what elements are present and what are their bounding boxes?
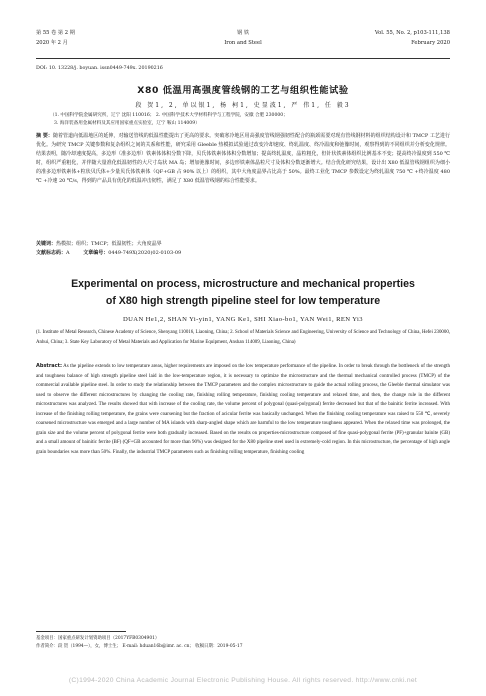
- abstract-cn: [36, 132, 450, 185]
- affiliation-cn-2: 3. 海洋装备用金属材料及其应用国家重点实验室，辽宁 鞍山 114009）: [54, 121, 200, 127]
- title-en: [36, 276, 450, 310]
- header-right: [375, 30, 450, 47]
- volume-cn: 第 55 卷 第 2 期: [36, 30, 75, 36]
- clc-value: A: [66, 250, 70, 256]
- clc-label: 文献标志码：: [36, 250, 67, 256]
- abstract-cn-label: 摘 要：: [36, 133, 53, 139]
- keywords-cn-text: 热模拟；组织；TMCP；低温韧性；大角度晶界: [56, 241, 162, 247]
- author-info: 作者简介：段 贺（1994—），女，博士生； E-mail: hduan16b@imr. ac. cn； 收稿日期：2019-05-17: [36, 644, 243, 650]
- title-en-line-2: of X80 high strength pipeline steel for low temperature: [105, 295, 381, 307]
- footnote-rule: [36, 631, 126, 632]
- doi: DOI: 10. 13228/j. boyuan. issn0449-749x. 20190216: [36, 66, 163, 71]
- affiliations-cn: [50, 112, 446, 129]
- date-en: February 2020: [411, 40, 450, 46]
- header-rule: [36, 58, 450, 59]
- abstract-en-label: Abstract:: [36, 363, 63, 369]
- article-meta-cn: [36, 249, 450, 258]
- abstract-en-text: As the pipeline extends to low temperature areas, higher requirements are imposed on the low temperature performance of the pipeline. In order to break through the bottleneck of the strength and toughness balance of high strength pipeline steel laid in the low-temperature region, it is necessary to optimize the microstructure and the thermal mechanical controlled process (TMCP) of the commercial available pipeline steel. In order to study the relationship between the TMCP parameters and the complex microstructure to guide the actual rolling process, the Gleeble thermal simulator was used to observe the different microstructures by changing the cooling rate, finishing rolling temperature, finishing cooling temperature and relaxed time, and then, the change rule in the different microstructures was analyzed. The results showed that with increase of the cooling rate, the volume percent of polygonal (quasi-polygonal) ferrite decreased but that of the bainitic ferrite increased. With increase of the finishing rolling temperature, the grains were coarsening but the fraction of acicular ferrite was basically unchanged. When the finishing cooling temperature was raised to 550 ℃, severely coarsened microstructure was emerged and a large number of MA islands with sharp-angled shape which are harmful to the low temperature toughness appeared. When the relaxed time was prolonged, the grain size and the volume percent of polygonal ferrite were both gradually increased. Based on the results on properties-microstructure composed of fine quasi-polygonal ferrite (PF)+granular bainite (GB) and a small amount of bainitic ferrite (BF) (QF+GB accounted for more than 90%) was designed for the X80 pipeline steel used in extremely-cold region. In this microstructure, the percentage of high angle grain boundaries was more than 50%. Finally, the industrial TMCP parameters such as finishing rolling temperature, finishing cooling: [36, 364, 450, 455]
- journal-name-cn: 钢 铁: [236, 30, 250, 36]
- abstract-en: [36, 362, 450, 457]
- date-cn: 2020 年 2 月: [36, 40, 68, 46]
- authors-cn: 段 贺1, 2, 单以银1, 杨 柯1, 史显波1, 严 伟1, 任 毅3: [135, 102, 351, 109]
- article-no-value: 0449-749X(2020)02-0103-09: [108, 250, 182, 256]
- running-header: [36, 30, 450, 58]
- journal-name-en: Iron and Steel: [224, 40, 262, 46]
- keywords-cn: [36, 240, 450, 249]
- affiliation-cn-1: （1. 中国科学院金属研究所，辽宁 沈阳 110016； 2. 中国科学技术大学材料科学与工程学院，安徽 合肥 230000；: [50, 113, 288, 118]
- fund-info: 基金项目：国家重点研发计划资助项目（2017YFB0304901）: [36, 636, 160, 641]
- article-no-label: 文章编号：: [83, 250, 109, 256]
- footnote: [36, 635, 450, 652]
- keywords-cn-label: 关键词：: [36, 241, 57, 247]
- affiliations-en: (1. Institute of Metal Research, Chinese Academy of Science, Shenyang 110016, Liaoning, China; 2. School of Materials Science and Engineering, University of Science and Technology of China, Hefei 230000, Anhui, China; 3. State Key Laboratory of Metal Materials and Application for Marine Equipment, Anshan 114009, Liaoning, China): [36, 330, 450, 345]
- abstract-cn-text: 随着管道向低温地区的延伸，对输送管线的低温性能提出了更高的要求。突破寒冷地区用高强度管线钢强韧性配合的瓶颈需要对现有管线钢材料的组织结构设计和 TMCP 工艺进行优化。为研究 TMCP 关键参数和复杂组织之间的关系和性能，研究采用 Gleeble 热模拟试验通过改变冷却速度、终轧温度、终冷温度和弛豫时间，观察得到的不同组织并分析变化规律。结果表明，随冷却速度提高，多边形（准多边形）铁素体体积分数下降，贝氏体铁素体体积分数增加；提高终轧温度，晶粒粗化，但针状铁素体组织比例基本不变；提高终冷温度到 550 ℃ 时，组织严重粗化，并伴随大量准化低温韧性的大尺寸岛状 MA 岛；增加弛豫时间，多边形铁素体晶粒尺寸及体积分数逐渐增大。结合优化研究结果，设计出 X80 低温管线钢组织为细小的准多边形铁素体+粒状贝氏体+少量贝氏体铁素体（QF+GB 占 90% 以上）的组织，其中大角度晶界占比高于 50%。最终工业化 TMCP 参数设定为终轧温度 750 ℃ +终冷温度 480 ℃ +冷速 20 ℃/s，得到的产品具有优化的低温冲击韧性，满足了 X80 低温管线钢的综合性能要求。: [36, 133, 450, 184]
- title-en-line-1: Experimental on process, microstructure and mechanical properties: [71, 278, 415, 290]
- title-cn: X80 低温用高强度管线钢的工艺与组织性能试验: [137, 85, 349, 96]
- cnki-watermark: (C)1994-2020 China Academic Journal Electronic Publishing House. All rights reserved. http://www.cnki.net: [68, 677, 418, 684]
- volume-en: Vol. 55, No. 2, p103-111,138: [374, 30, 450, 36]
- authors-en: DUAN He1,2, SHAN Yi-yin1, YANG Ke1, SHI Xiao-bo1, YAN Wei1, REN Yi3: [122, 316, 363, 323]
